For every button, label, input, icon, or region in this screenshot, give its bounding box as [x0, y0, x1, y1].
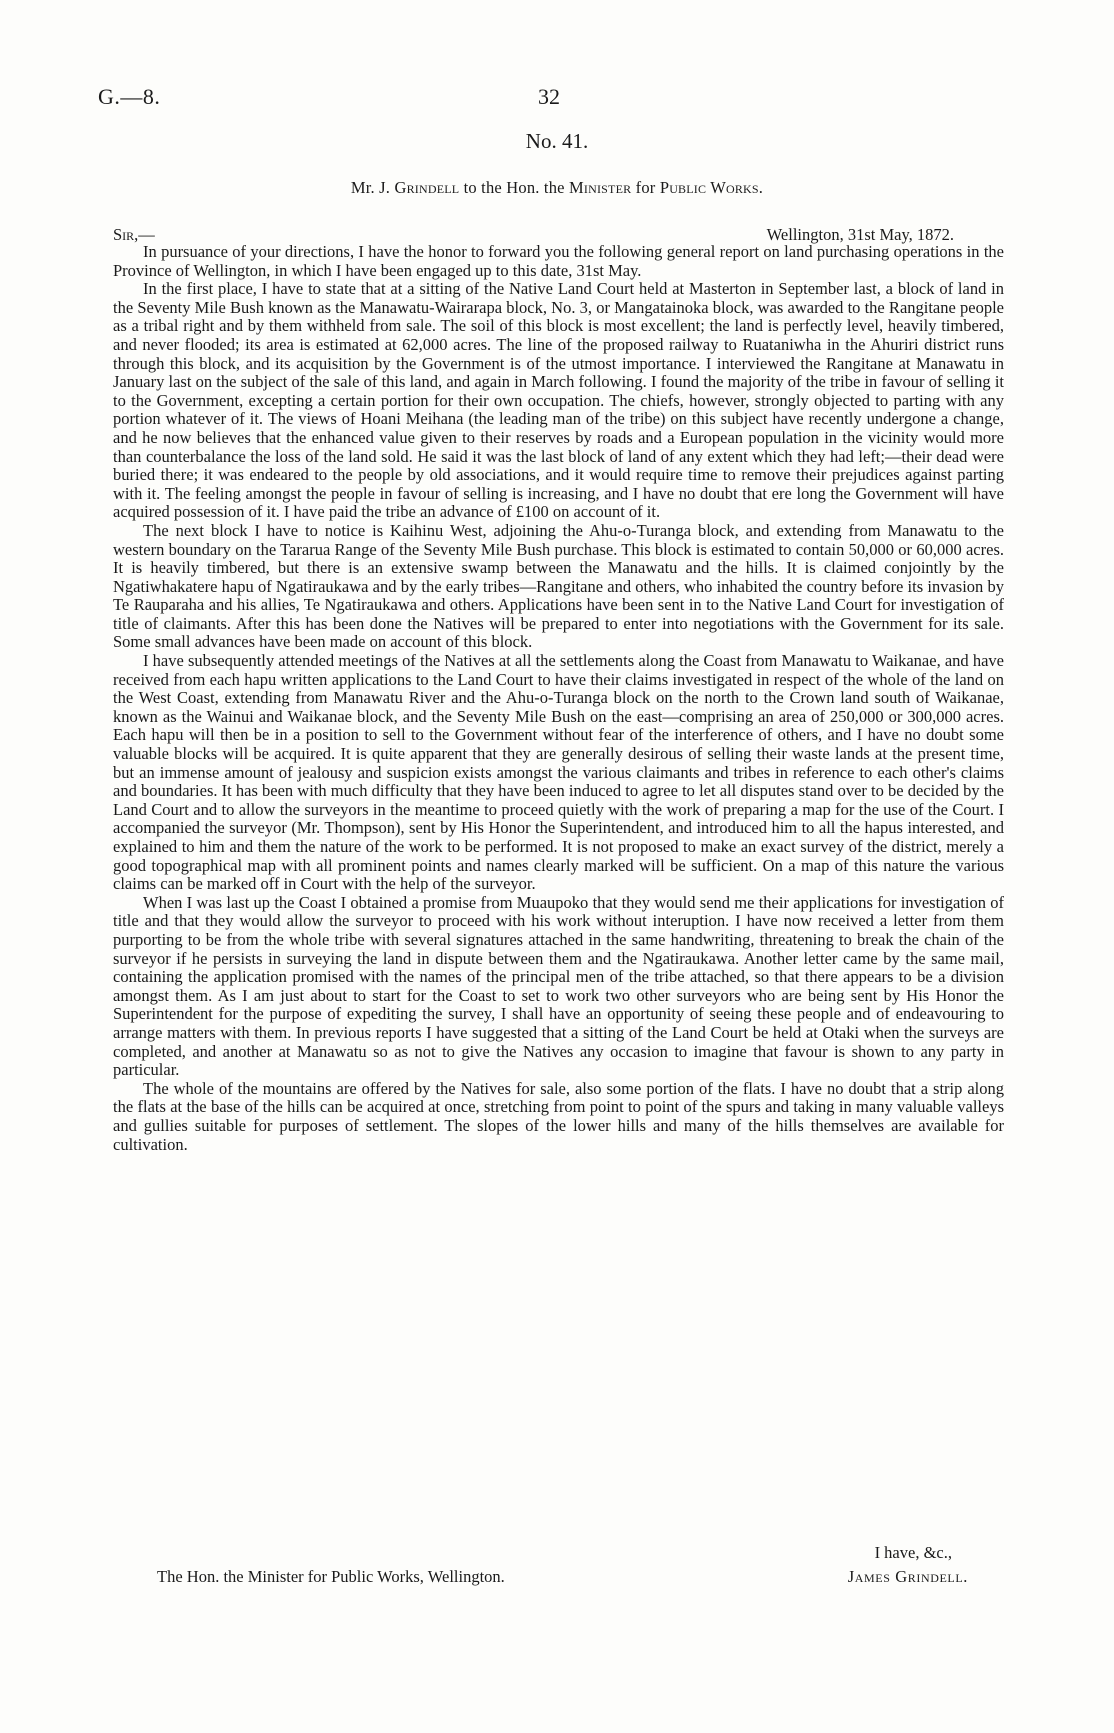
paper-reference: G.—8. — [98, 84, 161, 109]
letter-body — [113, 243, 1004, 1154]
salutation: Sir,— — [113, 225, 155, 244]
paragraph: In the first place, I have to state that at a sitting of the Native Land Court held at Masterton in September last, a block of land in the Seventy Mile Bush known as the Manawatu-Wairarapa block, No. 3, or Mangatainoka block, was awarded to the Rangitane people as a tribal right and by them withheld from sale. The soil of this block is most excellent; the land is perfectly level, heavily timbered, and never flooded; its area is estimated at 62,000 acres. The line of the proposed railway to Ruataniwha in the Ahuriri district runs through this block, and its acquisition by the Government is of the utmost importance. I interviewed the Rangitane at Manawatu in January last on the subject of the sale of this land, and again in March following. I found the majority of the tribe in favour of selling it to the Government, excepting a certain portion for their own occupation. The chiefs, however, strongly objected to parting with any portion whatever of it. The views of Hoani Meihana (the leading man of the tribe) on this subject have recently undergone a change, and he now believes that the enhanced value given to their reserves by roads and a European population in the vicinity would more than counterbalance the loss of the land sold. He said it was the last block of land of any extent which they had left;—their dead were buried there; it was endeared to the people by old associations, and it would require time to remove their prejudices against parting with it. The feeling amongst the people in favour of selling is increasing, and I have no doubt that ere long the Government will have acquired possession of it. I have paid the tribe an advance of £100 on account of it. — [113, 279, 1004, 522]
paragraph: The whole of the mountains are offered by the Natives for sale, also some portion of the flats. I have no doubt that a strip along the flats at the base of the hills can be acquired at once, stretching from point to point of the spurs and taking in many valuable valleys and gullies suitable for purposes of settlement. The slopes of the lower hills and many of the hills themselves are available for cultivation. — [113, 1078, 1004, 1154]
paragraph: In pursuance of your directions, I have the honor to forward you the following general report on land purchasing operations in the Province of Wellington, in which I have been engaged up to this date, 31st May. — [113, 242, 1004, 280]
heading-prefix: Mr. J. — [350, 178, 391, 197]
paragraph: I have subsequently attended meetings of the Natives at all the settlements along the Coast from Manawatu to Waikanae, and have received from each hapu written applications to the Land Court to have their claims investigated in respect of the whole of the land on the West Coast, extending from Manawatu River and the Ahu-o-Turanga block on the north to the Crown land south of Waikanae, known as the Wainui and Waikanae block, and the Seventy Mile Bush on the east—comprising an area of 250,000 or 300,000 acres. Each hapu will then be in a position to sell to the Government without fear of the interference of others, and I have no doubt some valuable blocks will be acquired. It is quite apparent that they are generally desirous of selling their waste lands at the present time, but an immense amount of jealousy and suspicion exists amongst the various claimants and tribes in reference to each other's claims and boundaries. It has been with much difficulty that they have been induced to agree to let all disputes stand over to be decided by the Land Court and to allow the surveyors in the meantime to proceed quietly with the work of preparing a map for the use of the Court. I accompanied the surveyor (Mr. Thompson), sent by His Honor the Superintendent, and introduced him to all the hapus interested, and explained to him and them the nature of the work to be performed. It is not proposed to make an exact survey of the district, merely a good topographical map with all prominent points and names clearly marked will be sufficient. On a map of this nature the various claims can be marked off in Court with the help of the surveyor. — [113, 651, 1004, 894]
signature: James Grindell. — [847, 1567, 968, 1586]
dateline: Wellington, 31st May, 1872. — [766, 225, 954, 244]
closing-line: I have, &c., — [874, 1543, 952, 1562]
document-number: No. 41. — [525, 129, 589, 153]
heading-department: Public Works. — [659, 178, 764, 197]
addressee: The Hon. the Minister for Public Works, Wellington. — [157, 1567, 505, 1586]
paragraph: The next block I have to notice is Kaihinu West, adjoining the Ahu-o-Turanga block, and extending from Manawatu to the western boundary on the Tararua Range of the Seventy Mile Bush purchase. This block is estimated to contain 50,000 or 60,000 acres. It is heavily timbered, but there is an extensive swamp between the Manawatu and the hills. It is claimed conjointly by the Ngatiwhakatere hapu of Ngatiraukawa and by the early tribes—Rangitane and others, who inhabited the country before its invasion by Te Rauparaha and his allies, Te Ngatiraukawa and others. Applications have been sent in to the Native Land Court for investigation of title of claimants. After this has been done the Natives will be prepared to enter into negotiations with the Government for its sale. Some small advances have been made on account of this block. — [113, 520, 1004, 652]
heading-for: for — [635, 178, 656, 197]
letter-heading — [0, 178, 1114, 198]
heading-sender: Grindell — [394, 178, 460, 197]
paragraph: When I was last up the Coast I obtained a promise from Muaupoko that they would send me their applications for investigation of title and that they would allow the surveyor to proceed with his work without interuption. I have now received a letter from them purporting to be from the whole tribe with several signatures attached in the same handwriting, threatening to break the chain of the surveyor if he persists in surveying the land in dispute between them and the Ngatiraukawa. Another letter came by the same mail, containing the application promised with the names of the principal men of the tribe attached, so that there appears to be a division amongst them. As I am just about to start for the Coast to set to work two other surveyors who are being sent by His Honor the Superintendent for the purpose of expediting the survey, I shall have an opportunity of seeing these people and of endeavouring to arrange matters with them. In previous reports I have suggested that a sitting of the Land Court be held at Otaki when the surveys are completed, and another at Manawatu so as not to give the Natives any occasion to imagine that favour is shown to any party in particular. — [113, 892, 1004, 1080]
heading-minister: Minister — [569, 178, 632, 197]
heading-middle: to the Hon. the — [463, 178, 565, 197]
page-number: 32 — [538, 84, 560, 109]
